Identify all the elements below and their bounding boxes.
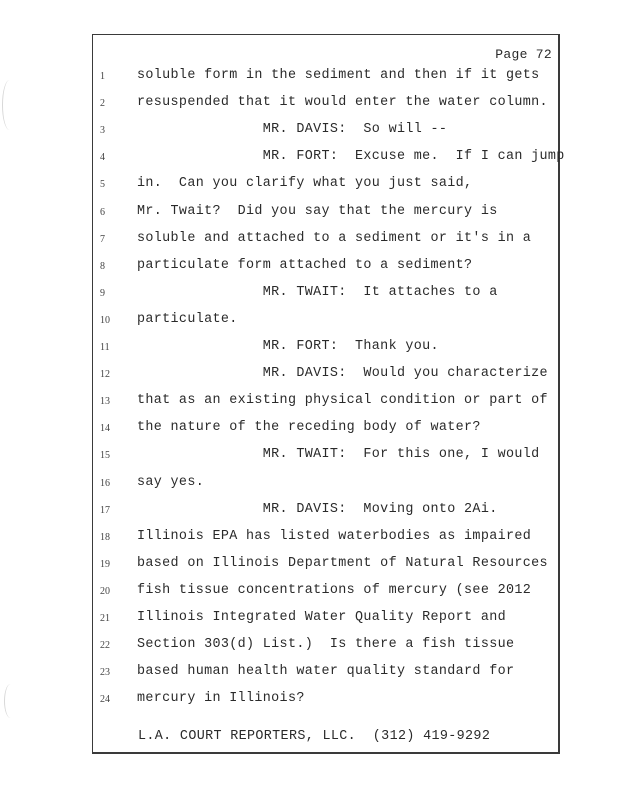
transcript-line bbox=[0, 583, 618, 610]
transcript-line bbox=[0, 231, 618, 258]
line-text: Illinois EPA has listed waterbodies as impaired bbox=[137, 528, 532, 544]
page-number: Page 72 bbox=[495, 47, 552, 62]
transcript-line bbox=[0, 366, 618, 393]
line-number: 13 bbox=[100, 396, 110, 408]
transcript-line bbox=[0, 556, 618, 583]
line-number: 20 bbox=[100, 585, 110, 597]
line-number: 22 bbox=[100, 640, 110, 652]
line-number: 3 bbox=[100, 125, 105, 137]
line-number: 4 bbox=[100, 152, 105, 164]
line-number: 1 bbox=[100, 71, 105, 82]
transcript-line bbox=[0, 176, 618, 203]
line-text: resuspended that it would enter the water column. bbox=[137, 95, 548, 111]
transcript-line bbox=[0, 664, 618, 691]
line-number: 17 bbox=[100, 504, 110, 516]
line-text: MR. FORT: Excuse me. If I can jump bbox=[137, 149, 565, 165]
line-text: soluble form in the sediment and then if it gets bbox=[137, 68, 540, 83]
transcript-line bbox=[0, 420, 618, 447]
line-text: mercury in Illinois? bbox=[137, 691, 305, 707]
transcript-line bbox=[0, 95, 618, 122]
line-text: the nature of the receding body of water? bbox=[137, 420, 481, 436]
line-number: 23 bbox=[100, 667, 110, 679]
line-number: 12 bbox=[100, 369, 110, 381]
transcript-line bbox=[0, 475, 618, 502]
line-text: based human health water quality standard for bbox=[137, 664, 515, 680]
transcript-line bbox=[0, 122, 618, 149]
line-number: 16 bbox=[100, 477, 110, 489]
line-text: soluble and attached to a sediment or it's in a bbox=[137, 230, 532, 246]
court-reporter-footer: L.A. COURT REPORTERS, LLC. (312) 419-9292 bbox=[138, 729, 491, 744]
line-text: MR. DAVIS: So will -- bbox=[137, 122, 448, 138]
line-number: 21 bbox=[100, 613, 110, 624]
line-number: 11 bbox=[100, 342, 110, 353]
line-text: Mr. Twait? Did you say that the mercury is bbox=[137, 203, 498, 219]
line-number: 10 bbox=[100, 314, 110, 326]
line-text: MR. DAVIS: Would you characterize bbox=[137, 366, 548, 382]
line-number: 24 bbox=[100, 694, 110, 706]
line-text: say yes. bbox=[137, 474, 205, 490]
line-text: in. Can you clarify what you just said, bbox=[137, 176, 473, 192]
line-text: particulate. bbox=[137, 311, 238, 327]
transcript-line bbox=[0, 447, 618, 474]
line-text: fish tissue concentrations of mercury (see 2012 bbox=[137, 582, 532, 598]
line-number: 19 bbox=[100, 558, 110, 570]
line-text: Section 303(d) List.) Is there a fish tissue bbox=[137, 637, 515, 653]
transcript-line bbox=[0, 610, 618, 637]
line-number: 15 bbox=[100, 450, 110, 462]
transcript-line bbox=[0, 637, 618, 664]
line-text: MR. DAVIS: Moving onto 2Ai. bbox=[137, 501, 498, 517]
line-number: 8 bbox=[100, 260, 105, 272]
transcript-line bbox=[0, 149, 618, 176]
transcript-line bbox=[0, 339, 618, 366]
line-number: 2 bbox=[100, 98, 105, 110]
line-text: that as an existing physical condition or part of bbox=[137, 393, 548, 409]
transcript-line bbox=[0, 691, 618, 718]
line-text: Illinois Integrated Water Quality Report and bbox=[137, 610, 506, 625]
transcript-line bbox=[0, 502, 618, 529]
transcript-line bbox=[0, 204, 618, 231]
line-text: particulate form attached to a sediment? bbox=[137, 257, 473, 273]
transcript-line bbox=[0, 312, 618, 339]
line-text: MR. TWAIT: For this one, I would bbox=[137, 447, 540, 463]
line-number: 9 bbox=[100, 287, 105, 299]
line-number: 5 bbox=[100, 179, 105, 191]
transcript-line bbox=[0, 393, 618, 420]
transcript-line bbox=[0, 68, 618, 95]
line-text: MR. TWAIT: It attaches to a bbox=[137, 284, 498, 300]
line-text: MR. FORT: Thank you. bbox=[137, 339, 439, 354]
transcript-line bbox=[0, 529, 618, 556]
transcript-line bbox=[0, 285, 618, 312]
transcript-line bbox=[0, 258, 618, 285]
line-number: 6 bbox=[100, 206, 105, 218]
line-number: 7 bbox=[100, 233, 105, 245]
line-text: based on Illinois Department of Natural Resources bbox=[137, 555, 548, 571]
line-number: 14 bbox=[100, 423, 110, 435]
line-number: 18 bbox=[100, 531, 110, 543]
